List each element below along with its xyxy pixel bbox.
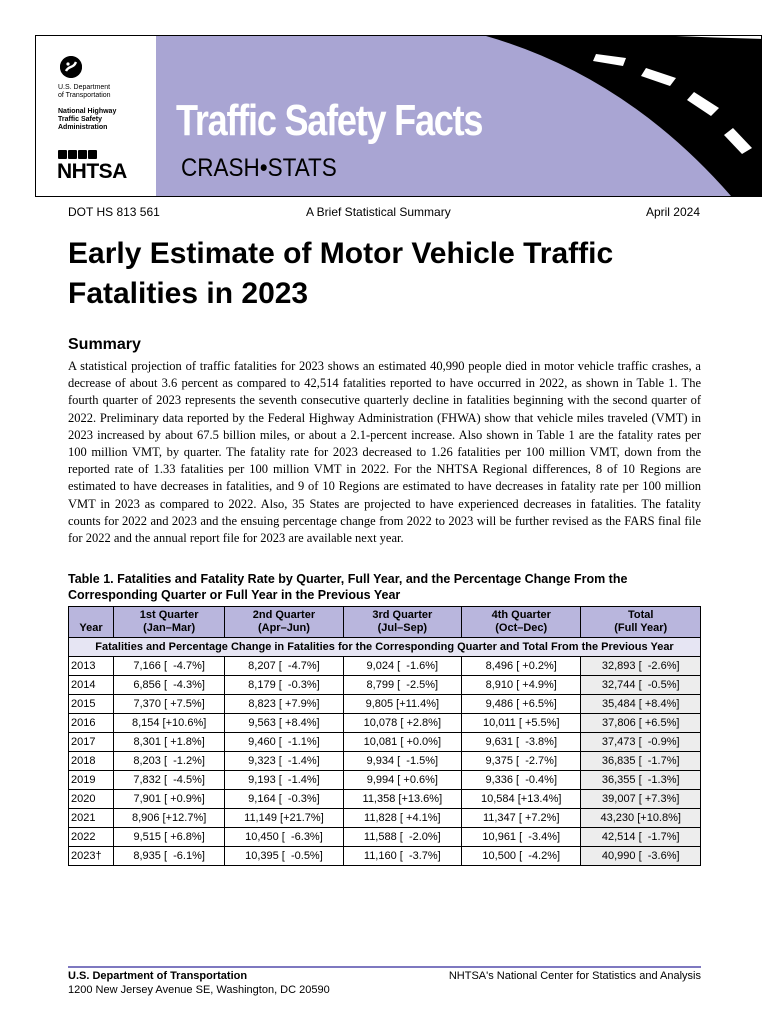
cell-q1: 8,301 [ +1.8%]	[114, 733, 225, 752]
nhtsa-logo: NHTSA	[57, 160, 127, 183]
header-banner	[35, 35, 762, 197]
cell-q1: 8,935 [ -6.1%]	[114, 847, 225, 866]
table-subheader-row	[69, 638, 701, 657]
header-q2: 2nd Quarter (Apr–Jun)	[225, 607, 343, 638]
cell-q1: 8,154 [+10.6%]	[114, 714, 225, 733]
summary-type: A Brief Statistical Summary	[306, 205, 451, 219]
cell-q4: 10,011 [ +5.5%]	[462, 714, 581, 733]
cell-year: 2013	[69, 657, 114, 676]
cell-total: 43,230 [+10.8%]	[581, 809, 701, 828]
cell-q2: 9,323 [ -1.4%]	[225, 752, 343, 771]
cell-q3: 8,799 [ -2.5%]	[343, 676, 461, 695]
header-q4: 4th Quarter (Oct–Dec)	[462, 607, 581, 638]
cell-total: 39,007 [ +7.3%]	[581, 790, 701, 809]
dot-seal-icon	[60, 56, 82, 78]
cell-q2: 8,823 [ +7.9%]	[225, 695, 343, 714]
cell-year: 2015	[69, 695, 114, 714]
publication-date: April 2024	[645, 205, 700, 219]
cell-year: 2018	[69, 752, 114, 771]
table-row	[69, 695, 701, 714]
cell-q3: 9,024 [ -1.6%]	[343, 657, 461, 676]
cell-year: 2022	[69, 828, 114, 847]
cell-q2: 10,450 [ -6.3%]	[225, 828, 343, 847]
cell-q1: 7,166 [ -4.7%]	[114, 657, 225, 676]
cell-q1: 7,832 [ -4.5%]	[114, 771, 225, 790]
cell-q4: 9,631 [ -3.8%]	[462, 733, 581, 752]
table-caption: Table 1. Fatalities and Fatality Rate by Quarter, Full Year, and the Percentage Change From the Corresponding Quarter or Full Year in the Previous Year	[68, 572, 628, 602]
cell-year: 2016	[69, 714, 114, 733]
cell-q2: 11,149 [+21.7%]	[225, 809, 343, 828]
cell-year: 2023†	[69, 847, 114, 866]
cell-year: 2014	[69, 676, 114, 695]
table-row	[69, 771, 701, 790]
cell-q2: 8,179 [ -0.3%]	[225, 676, 343, 695]
cell-q1: 7,370 [ +7.5%]	[114, 695, 225, 714]
cell-q3: 10,081 [ +0.0%]	[343, 733, 461, 752]
table-row	[69, 714, 701, 733]
cell-total: 37,473 [ -0.9%]	[581, 733, 701, 752]
table-row	[69, 657, 701, 676]
footer-center: NHTSA's National Center for Statistics and Analysis	[448, 970, 701, 982]
cell-q2: 9,460 [ -1.1%]	[225, 733, 343, 752]
cell-q4: 9,375 [ -2.7%]	[462, 752, 581, 771]
table-row	[69, 809, 701, 828]
cell-q2: 9,563 [ +8.4%]	[225, 714, 343, 733]
nhtsa-pictogram-icons	[58, 150, 97, 159]
cell-q2: 9,193 [ -1.4%]	[225, 771, 343, 790]
table-row	[69, 828, 701, 847]
header-q3: 3rd Quarter (Jul–Sep)	[343, 607, 461, 638]
footer-address: 1200 New Jersey Avenue SE, Washington, DC 20590	[68, 984, 330, 996]
cell-q4: 8,496 [ +0.2%]	[462, 657, 581, 676]
header-year: Year	[69, 607, 114, 638]
cell-q3: 11,828 [ +4.1%]	[343, 809, 461, 828]
cell-total: 42,514 [ -1.7%]	[581, 828, 701, 847]
cell-q2: 10,395 [ -0.5%]	[225, 847, 343, 866]
cell-q3: 9,994 [ +0.6%]	[343, 771, 461, 790]
pictogram-icon	[88, 150, 97, 159]
summary-paragraph: A statistical projection of traffic fatalities for 2023 shows an estimated 40,990 people died in motor vehicle traffic crashes, a decrease of about 3.6 percent as compared to 42,514 fatalities reported to have occurred in 2022, as shown in Table 1. The fourth quarter of 2023 represents the seventh consecutive quarterly decline in fatalities beginning with the second quarter of 2022. Preliminary data reported by the Federal Highway Administration (FHWA) show that vehicle miles traveled (VMT) in 2023 increased by about 67.5 billion miles, or about a 2.1-percent increase. Also shown in Table 1 are the fatality rates per 100 million VMT, by quarter. The fatality rate for 2023 decreased to 1.26 fatalities per 100 million VMT, down from the reported rate of 1.33 fatalities per 100 million VMT in 2022. For the NHTSA Regional differences, 8 of 10 Regions are estimated to have decreases in fatalities, and 9 of 10 Regions are estimated to have decreases in fatality rate per 100 million VMT in 2023 as compared to 2022. Also, 35 States are projected to have experienced decreases in fatalities. The fatality counts for 2022 and 2023 and the ensuing percentage change from 2022 to 2023 will be further revised as the FARS final file for 2022 and the annual report file for 2023 are available next year.	[68, 359, 701, 546]
cell-q1: 8,203 [ -1.2%]	[114, 752, 225, 771]
footer-department: U.S. Department of Transportation	[68, 970, 248, 982]
footer-rule	[68, 966, 701, 968]
cell-q3: 11,160 [ -3.7%]	[343, 847, 461, 866]
cell-year: 2019	[69, 771, 114, 790]
agency-subname: National Highway Traffic Safety Administration	[58, 108, 117, 131]
cell-total: 36,355 [ -1.3%]	[581, 771, 701, 790]
table-row	[69, 733, 701, 752]
cell-q4: 8,910 [ +4.9%]	[462, 676, 581, 695]
cell-q4: 10,500 [ -4.2%]	[462, 847, 581, 866]
cell-year: 2021	[69, 809, 114, 828]
fatalities-table	[68, 606, 701, 866]
table-row	[69, 752, 701, 771]
document-id: DOT HS 813 561	[68, 205, 160, 219]
banner-title: Traffic Safety Facts	[176, 96, 483, 145]
document-title: Early Estimate of Motor Vehicle Traffic Fatalities in 2023	[68, 237, 614, 310]
table-subheader: Fatalities and Percentage Change in Fatalities for the Corresponding Quarter and Total From the Previous Year	[69, 638, 701, 657]
cell-q4: 11,347 [ +7.2%]	[462, 809, 581, 828]
cell-year: 2017	[69, 733, 114, 752]
cell-q2: 9,164 [ -0.3%]	[225, 790, 343, 809]
cell-q3: 11,358 [+13.6%]	[343, 790, 461, 809]
table-body	[69, 657, 701, 866]
table-row	[69, 847, 701, 866]
cell-q4: 9,336 [ -0.4%]	[462, 771, 581, 790]
cell-total: 36,835 [ -1.7%]	[581, 752, 701, 771]
table-header-row	[69, 607, 701, 638]
cell-q3: 9,805 [+11.4%]	[343, 695, 461, 714]
cell-q2: 8,207 [ -4.7%]	[225, 657, 343, 676]
table-row	[69, 790, 701, 809]
cell-q4: 9,486 [ +6.5%]	[462, 695, 581, 714]
header-total: Total (Full Year)	[581, 607, 701, 638]
table-row	[69, 676, 701, 695]
cell-total: 32,744 [ -0.5%]	[581, 676, 701, 695]
cell-total: 32,893 [ -2.6%]	[581, 657, 701, 676]
cell-q1: 9,515 [ +6.8%]	[114, 828, 225, 847]
pictogram-icon	[58, 150, 67, 159]
cell-total: 35,484 [ +8.4%]	[581, 695, 701, 714]
cell-q1: 8,906 [+12.7%]	[114, 809, 225, 828]
cell-q4: 10,961 [ -3.4%]	[462, 828, 581, 847]
agency-name: U.S. Department of Transportation	[58, 84, 111, 99]
pictogram-icon	[68, 150, 77, 159]
cell-q4: 10,584 [+13.4%]	[462, 790, 581, 809]
cell-year: 2020	[69, 790, 114, 809]
cell-q3: 9,934 [ -1.5%]	[343, 752, 461, 771]
cell-total: 40,990 [ -3.6%]	[581, 847, 701, 866]
cell-q1: 6,856 [ -4.3%]	[114, 676, 225, 695]
cell-q3: 10,078 [ +2.8%]	[343, 714, 461, 733]
cell-q3: 11,588 [ -2.0%]	[343, 828, 461, 847]
cell-total: 37,806 [ +6.5%]	[581, 714, 701, 733]
summary-heading: Summary	[68, 336, 141, 353]
pictogram-icon	[78, 150, 87, 159]
header-q1: 1st Quarter (Jan–Mar)	[114, 607, 225, 638]
cell-q1: 7,901 [ +0.9%]	[114, 790, 225, 809]
logo-column	[36, 36, 156, 196]
banner-subtitle: CRASH•STATS	[181, 154, 337, 182]
